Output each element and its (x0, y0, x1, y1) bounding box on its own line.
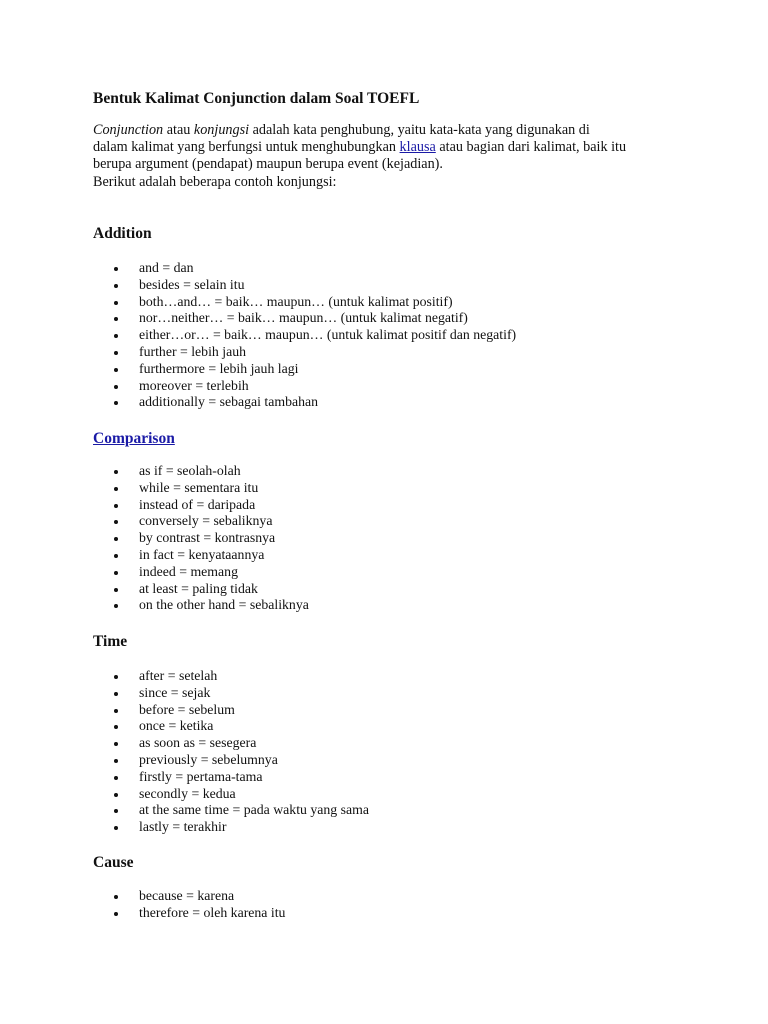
bullet-icon (114, 504, 118, 508)
list-item-text: nor…neither… = baik… maupun… (untuk kalimat negatif) (139, 310, 468, 326)
intro-paragraph (93, 122, 713, 191)
bullet-icon (114, 267, 118, 271)
list-item (113, 497, 309, 514)
bullet-icon (114, 401, 118, 405)
list-item (113, 685, 369, 702)
bullet-icon (114, 537, 118, 541)
intro-line-3: berupa argument (pendapat) maupun berupa event (kejadian). (93, 156, 443, 173)
bullet-icon (114, 334, 118, 338)
bullet-icon (114, 725, 118, 729)
list-item-text: once = ketika (139, 718, 214, 734)
bullet-icon (114, 776, 118, 780)
list-item (113, 277, 516, 294)
bullet-icon (114, 742, 118, 746)
list-item (113, 480, 309, 497)
klausa-link[interactable]: klausa (399, 139, 436, 156)
list-item (113, 752, 369, 769)
comparison-list (113, 463, 309, 614)
list-item-text: secondly = kedua (139, 785, 236, 801)
bullet-icon (114, 571, 118, 575)
list-item (113, 564, 309, 581)
term-conjunction: Conjunction (93, 122, 164, 138)
bullet-icon (114, 604, 118, 608)
list-item-text: before = sebelum (139, 701, 235, 717)
list-item-text: as if = seolah-olah (139, 463, 241, 478)
addition-list (113, 260, 516, 411)
list-item (113, 769, 369, 786)
list-item (113, 597, 309, 614)
list-item (113, 581, 309, 598)
bullet-icon (114, 692, 118, 696)
list-item (113, 530, 309, 547)
list-item (113, 888, 285, 905)
intro-line-4: Berikut adalah beberapa contoh konjungsi: (93, 173, 337, 190)
section-heading-cause: Cause (93, 854, 134, 871)
list-item (113, 463, 309, 480)
list-item (113, 786, 369, 803)
list-item (113, 260, 516, 277)
list-item-text: as soon as = sesegera (139, 735, 257, 751)
list-item (113, 394, 516, 411)
bullet-icon (114, 351, 118, 355)
bullet-icon (114, 554, 118, 558)
bullet-icon (114, 317, 118, 321)
section-heading-addition: Addition (93, 225, 152, 242)
intro-text: adalah kata penghubung, yaitu kata-kata yang digunakan di (249, 122, 590, 138)
cause-list (113, 888, 285, 922)
list-item-text: further = lebih jauh (139, 343, 247, 359)
intro-line-1 (93, 122, 713, 139)
list-item (113, 361, 516, 378)
list-item (113, 344, 516, 361)
page-title: Bentuk Kalimat Conjunction dalam Soal TOEFL (93, 90, 420, 107)
intro-text: dalam kalimat yang berfungsi untuk menghubungkan (93, 139, 400, 156)
bullet-icon (114, 588, 118, 592)
bullet-icon (114, 793, 118, 797)
bullet-icon (114, 284, 118, 288)
bullet-icon (114, 826, 118, 830)
bullet-icon (114, 301, 118, 305)
list-item-text: conversely = sebaliknya (139, 513, 273, 529)
list-item-text: additionally = sebagai tambahan (139, 394, 319, 410)
list-item-text: instead of = daripada (139, 496, 256, 512)
list-item (113, 294, 516, 311)
list-item-text: on the other hand = sebaliknya (139, 597, 309, 613)
section-heading-comparison[interactable]: Comparison (93, 430, 175, 447)
list-item (113, 819, 369, 836)
list-item (113, 547, 309, 564)
list-item-text: previously = sebelumnya (139, 751, 278, 767)
list-item-text: either…or… = baik… maupun… (untuk kalimat positif dan negatif) (139, 327, 517, 343)
list-item (113, 735, 369, 752)
bullet-icon (114, 709, 118, 713)
list-item-text: and = dan (139, 260, 194, 275)
list-item-text: in fact = kenyataannya (139, 546, 265, 562)
list-item-text: indeed = memang (139, 563, 238, 579)
list-item-text: while = sementara itu (139, 479, 259, 495)
bullet-icon (114, 385, 118, 389)
list-item (113, 378, 516, 395)
list-item (113, 310, 516, 327)
list-item-text: after = setelah (139, 668, 218, 683)
list-item-text: by contrast = kontrasnya (139, 530, 276, 546)
list-item (113, 718, 369, 735)
bullet-icon (114, 759, 118, 763)
bullet-icon (114, 520, 118, 524)
list-item (113, 702, 369, 719)
list-item (113, 668, 369, 685)
list-item (113, 802, 369, 819)
bullet-icon (114, 912, 118, 916)
list-item-text: at least = paling tidak (139, 580, 258, 596)
list-item-text: since = sejak (139, 684, 211, 700)
bullet-icon (114, 470, 118, 474)
term-konjungsi: konjungsi (193, 122, 250, 138)
time-list (113, 668, 369, 836)
list-item (113, 327, 516, 344)
list-item-text: because = karena (139, 888, 235, 903)
list-item-text: furthermore = lebih jauh lagi (139, 360, 299, 376)
bullet-icon (114, 809, 118, 813)
section-heading-time: Time (93, 633, 128, 650)
bullet-icon (114, 368, 118, 372)
list-item (113, 905, 285, 922)
intro-text: atau bagian dari kalimat, baik itu (435, 139, 627, 156)
list-item-text: firstly = pertama-tama (139, 768, 263, 784)
list-item-text: both…and… = baik… maupun… (untuk kalimat positif) (139, 293, 453, 309)
list-item-text: besides = selain itu (139, 276, 245, 292)
list-item-text: lastly = terakhir (139, 819, 227, 835)
list-item-text: moreover = terlebih (139, 377, 249, 393)
list-item-text: therefore = oleh karena itu (139, 904, 286, 920)
bullet-icon (114, 675, 118, 679)
intro-line-2 (93, 139, 713, 156)
list-item-text: at the same time = pada waktu yang sama (139, 802, 369, 818)
bullet-icon (114, 487, 118, 491)
bullet-icon (114, 895, 118, 899)
list-item (113, 513, 309, 530)
intro-text: atau (163, 122, 194, 138)
